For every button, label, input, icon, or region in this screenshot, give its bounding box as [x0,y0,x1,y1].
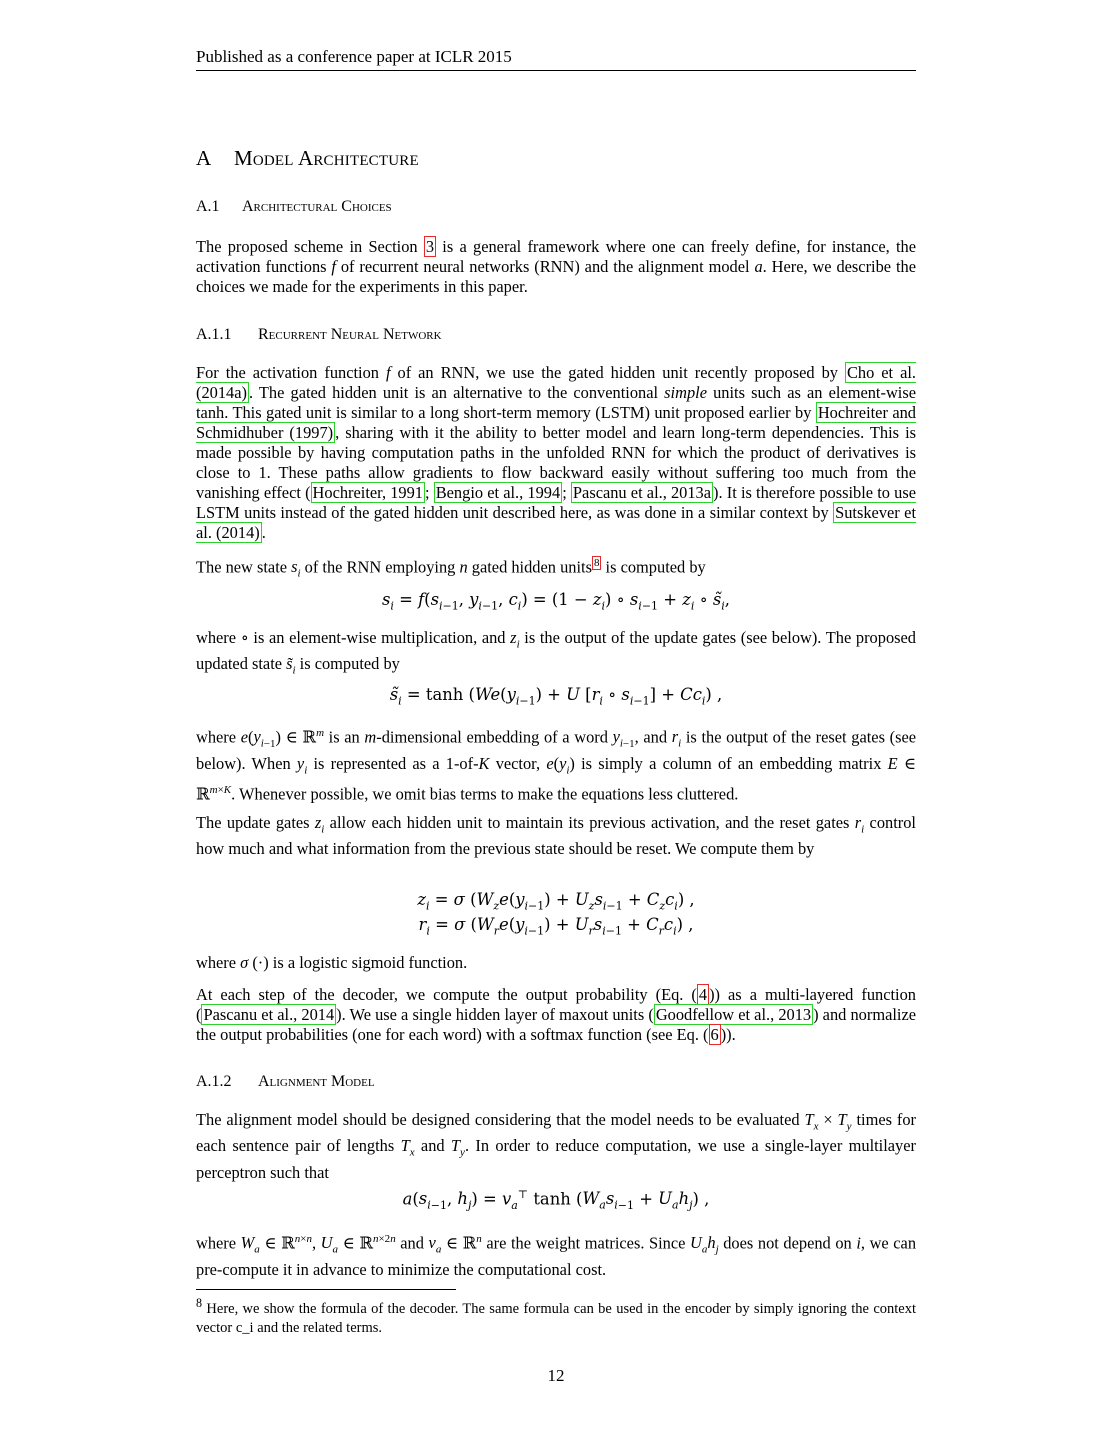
citation-bengio[interactable]: Bengio et al., 1994 [435,483,561,502]
subsubsection-title: Recurrent Neural Network [258,326,442,343]
paragraph-output: At each step of the decoder, we compute the output probability (Eq. ( 4 )) as a multi-layered function ( Pascanu et al., 2014 ). We use a single hidden layer of maxout units ( Goodfellow et al., 2013 ) and normalize the output probabilities (one for each word) with a softmax function (see Eq. ( 6 )). [196,985,916,1044]
section-ref[interactable]: 3 [425,237,435,256]
subsection-number: A.1 [196,198,220,215]
page-number: 12 [547,1366,565,1385]
citation-cho[interactable]: Cho et al. (2014a) [196,363,916,402]
section-number: A [196,146,212,170]
equation-state: $s_i = f(s_{i-1}$, $y_{i-1}$, $c_i) = (1 - z_i)$ ∘ $s_{i-1} + z_i$ ∘ $s̃_i$, [381,590,731,613]
paragraph-new-state: The new state $s_i$ of the RNN employing n gated hidden units $^8$ is computed by [196,557,706,580]
running-header: Published as a conference paper at ICLR 2015 [196,47,916,71]
eq4-ref[interactable]: 4 [698,985,708,1004]
subsubsection-number: A.1.1 [196,326,232,343]
equation-reset-gate: $r_i = \sigma$ $(W_re(y_{i-1}) + U_rs_{i-1} + C_rc_i)$ , [418,915,694,938]
paragraph-weights: where $W_a$ ∈ ℝ$^{n\times n}$, $U_a$ ∈ ℝ$^{n\times 2n}$ and $v_a$ ∈ ℝ$^n$ are the weight matrices. Since $U_ah_j$ does not depend on i, we can pre-compute it in advance to minimize the computational cost. [196,1233,917,1279]
citation-hochreiter[interactable]: Hochreiter, 1991 [312,483,423,502]
citation-pascanu-2014[interactable]: Pascanu et al., 2014 [203,1005,335,1024]
footnote [196,1294,916,1338]
subsubsection-title: Alignment Model [258,1073,375,1090]
eq6-ref[interactable]: 6 [710,1025,719,1044]
paragraph-gates: The update gates $z_i$ allow each hidden unit to maintain its previous activation, and the reset gates $r_i$ control how much and what information from the previous state should be reset. We compute them by [196,813,916,859]
subsection-title: Architectural Choices [242,198,392,215]
subsection-heading [196,198,392,216]
footnote-ref[interactable]: 8 [593,557,600,569]
subsubsection-heading-rnn [196,326,442,344]
paragraph-rnn: For the activation function f of an RNN, we use the gated hidden unit recently proposed by Cho et al. (2014a) . The gated hidden unit is an alternative to the conventional simple units such as an element-wise tanh. This gated unit is similar to a long short-term memory (LSTM) unit proposed earlier by Hochreiter and Schmidhuber (1997) , sharing with it the ability to better model and learn long-term dependencies. This is made possible by having computation paths in the unfolded RNN for which the product of derivatives is close to 1. These paths allow gradients to flow backward easily without suffering too much from the vanishing effect ( Hochreiter, 1991 ; Bengio et al., 1994 ; Pascanu et al., 2013a ). It is therefore possible to use LSTM units instead of the gated hidden unit described here, as was done in a similar context by Sutskever et al. (2014) . [196,363,916,542]
equation-alignment: $a(s_{i-1}$, $h_j) = v_a^⊤$ $\tanh (W_as_{i-1} + U_ah_j)$ , [402,1188,710,1212]
paragraph-sigmoid: where σ (·) is a logistic sigmoid function. [196,953,468,972]
citation-sutskever[interactable]: Sutskever et al. (2014) [196,503,916,542]
paragraph-embedding: where $e(y_{i-1})$ ∈ ℝ$^m$ is an m-dimensional embedding of a word $y_{i-1}$, and $r_i$ is the output of the reset gates (see below). When $y_i$ is represented as a 1-of-K vector, $e(y_i)$ is simply a column of an embedding matrix E ∈ ℝ$^{m\times K}$. Whenever possible, we omit bias terms to make the equations less cluttered. [196,727,916,804]
equation-proposed-state: $s̃_i = \tanh (We(y_{i-1}) + U$ [$r_i$ ∘ $s_{i-1}] + Cc_i$) , [389,685,723,708]
paragraph-intro: The proposed scheme in Section 3 is a general framework where one can freely define, for instance, the activation functions f of recurrent neural networks (RNN) and the alignment model a. Here, we describe the choices we made for the experiments in this paper. [196,237,916,296]
citation-hochreiter-schmidhuber[interactable]: Hochreiter and Schmidhuber (1997) [196,403,916,442]
paragraph-where-update: where ∘ is an element-wise multiplication, and $z_i$ is the output of the update gates (see below). The proposed updated state $s̃_i$ is computed by [196,628,916,677]
citation-pascanu-2013a[interactable]: Pascanu et al., 2013a [572,483,712,502]
section-title: Model Architecture [234,146,419,170]
footnote-text: Here, we show the formula of the decoder. The same formula can be used in the encoder by simply ignoring the context vector c_i and the related terms. [196,1300,917,1336]
citation-goodfellow[interactable]: Goodfellow et al., 2013 [655,1005,812,1024]
paragraph-alignment: The alignment model should be designed considering that the model needs to be evaluated $T_x \times T_y$ times for each sentence pair of lengths $T_x$ and $T_y$. In order to reduce computation, we use a single-layer multilayer perceptron such that [196,1110,916,1182]
subsubsection-number: A.1.2 [196,1073,232,1090]
subsubsection-heading-alignment [196,1073,375,1091]
footnote-mark: 8 [196,1296,203,1310]
footnote-rule [196,1289,456,1290]
section-heading [196,146,419,171]
equation-update-gate: $z_i = \sigma$ $(W_ze(y_{i-1}) + U_zs_{i-1} + C_zc_i)$ , [417,890,695,913]
